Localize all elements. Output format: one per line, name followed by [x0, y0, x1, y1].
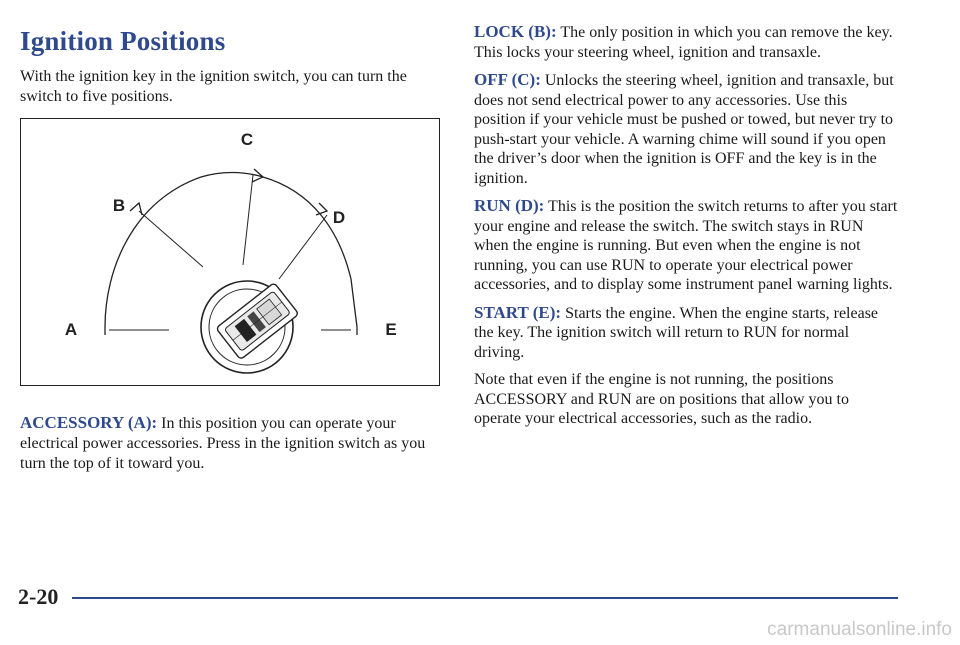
position-off: [474, 70, 898, 188]
term-run: RUN (D):: [474, 196, 545, 215]
label-e: E: [385, 320, 397, 339]
footer-rule: [72, 597, 898, 599]
right-column: [474, 22, 898, 437]
position-lock: [474, 22, 898, 62]
label-d: D: [332, 208, 346, 227]
text-start: Starts the engine. When the engine starts, release the key. The ignition switch will return to RUN for normal driving.: [474, 304, 879, 361]
term-off: OFF (C):: [474, 70, 541, 89]
label-b: B: [112, 196, 126, 215]
note-text: Note that even if the engine is not running, the positions ACCESSORY and RUN are on positions that allow you to operate your electrical accessories, such as the radio.: [474, 371, 849, 427]
page-title: Ignition Positions: [20, 26, 226, 56]
term-start: START (E):: [474, 302, 562, 322]
left-column: [20, 22, 440, 107]
text-run: This is the position the switch returns to after you start your engine and release the switch. The switch stays in RUN when the engine is running. But even when the engine is not running, you can use RUN to operate your electrical power accessories, and to display some instrument panel warning lights.: [474, 198, 898, 293]
text-off: Unlocks the steering wheel, ignition and transaxle, but does not send electrical power to any accessories. Use this position if your vehicle must be pushed or towed, but never try to push-start your vehicle. A warning chime will sound if you open the driver’s door when the ignition is OFF and the key is in the ignition.: [474, 72, 894, 187]
ignition-diagram: [21, 119, 438, 384]
text-accessory: In this position you can operate your electrical power accessories. Press in the ignition switch as you turn the top of it toward you.: [20, 415, 426, 472]
position-start: [474, 303, 898, 363]
ignition-switch-figure: [20, 118, 440, 386]
intro-text: With the ignition key in the ignition switch, you can turn the switch to five positions.: [20, 68, 407, 105]
position-accessory: [20, 413, 440, 474]
term-lock: LOCK (B):: [474, 22, 557, 41]
text-lock: The only position in which you can remove the key. This locks your steering wheel, ignition and transaxle.: [474, 24, 893, 61]
page-number: 2-20: [18, 584, 59, 609]
position-run: [474, 196, 898, 295]
label-c: C: [240, 130, 254, 149]
leader-c: [243, 175, 253, 265]
leader-d: [279, 215, 327, 279]
watermark: carmanualsonline.info: [767, 619, 952, 640]
arrow-head-b: [130, 203, 142, 215]
arrow-head-d: [316, 203, 327, 215]
label-a: A: [64, 320, 78, 339]
leader-b: [139, 211, 203, 267]
term-accessory: ACCESSORY (A):: [20, 413, 158, 432]
